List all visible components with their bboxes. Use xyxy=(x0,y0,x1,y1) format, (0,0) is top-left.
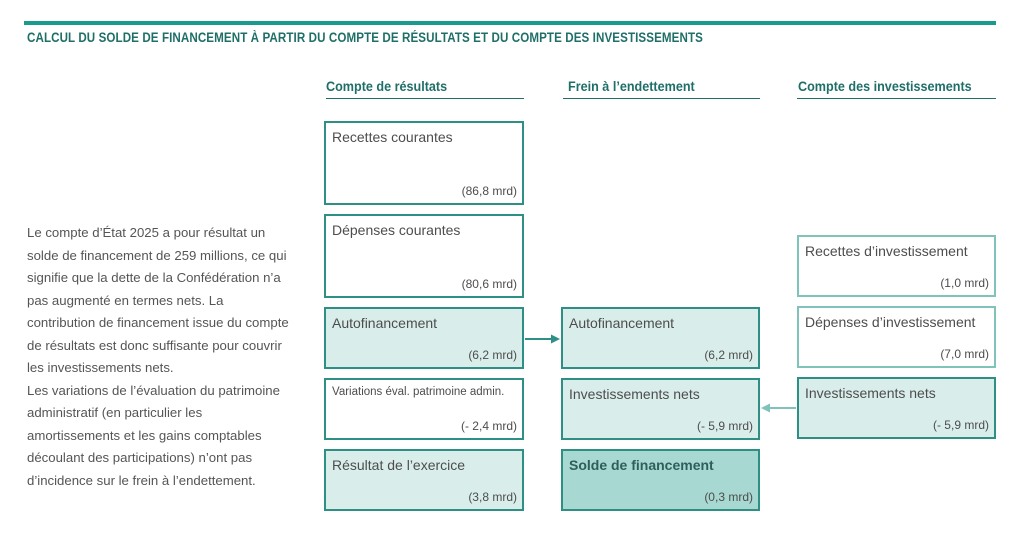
box-value: (0,3 mrd) xyxy=(704,490,753,504)
box-label: Investissements nets xyxy=(805,385,936,401)
box-value: (- 5,9 mrd) xyxy=(932,418,989,432)
box-value: (80,6 mrd) xyxy=(461,277,517,291)
box-value: (- 2,4 mrd) xyxy=(460,419,517,433)
arrow-autofinancement-to-brake xyxy=(525,335,560,344)
box-label: Investissements nets xyxy=(569,386,700,402)
box-label: Recettes d’investissement xyxy=(805,243,968,259)
box-label: Variations éval. patrimoine admin. xyxy=(332,386,505,398)
explanation-paragraph-2: Les variations de l’évaluation du patrimoine administratif (en particulier les amortissements et les gains comptables découlant des participations) n’ont pas d’incidence sur le frein à l’endettement. xyxy=(27,382,280,488)
box-label: Dépenses d’investissement xyxy=(805,314,976,330)
box-value: (86,8 mrd) xyxy=(461,184,517,198)
box-value: (7,0 mrd) xyxy=(940,347,989,361)
box-label: Autofinancement xyxy=(332,315,438,331)
column-header-investments: Compte des investissements xyxy=(798,78,972,94)
box-value: (6,2 mrd) xyxy=(468,348,517,362)
box-label: Autofinancement xyxy=(569,315,675,331)
box-value: (3,8 mrd) xyxy=(468,490,517,504)
box-label: Dépenses courantes xyxy=(332,222,461,238)
column-header-results: Compte de résultats xyxy=(326,78,448,94)
box-label: Recettes courantes xyxy=(332,129,453,145)
column-header-brake: Frein à l’endettement xyxy=(568,78,695,94)
box-label: Solde de financement xyxy=(569,457,714,473)
box-value: (- 5,9 mrd) xyxy=(696,419,753,433)
diagram-title: CALCUL DU SOLDE DE FINANCEMENT À PARTIR DU COMPTE DE RÉSULTATS ET DU COMPTE DES INVESTISSEMENTS xyxy=(27,30,704,45)
box-label: Résultat de l’exercice xyxy=(332,457,466,473)
explanation-paragraph-1: Le compte d’État 2025 a pour résultat un solde de financement de 259 millions, ce qui signifie que la dette de la Confédération n’a pas augmenté en termes nets. La contribution de financement issue du compte de résultats est donc suffisante pour couvrir les investissements nets. xyxy=(27,225,289,375)
box-value: (6,2 mrd) xyxy=(704,348,753,362)
box-value: (1,0 mrd) xyxy=(940,276,989,290)
arrow-investissements-to-brake xyxy=(761,404,796,413)
